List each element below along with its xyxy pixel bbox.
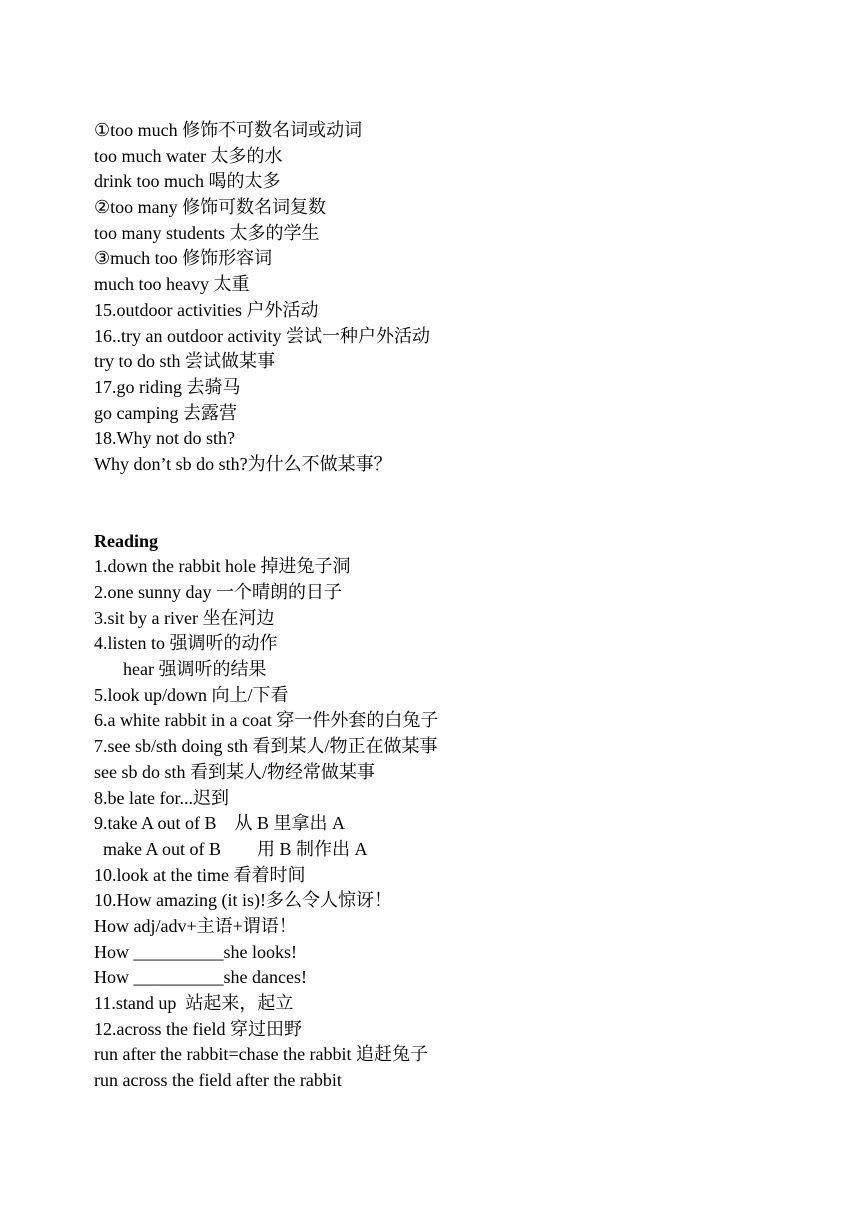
note-line: 10.How amazing (it is)!多么令人惊讶！	[94, 890, 392, 911]
note-line: too many students 太多的学生	[94, 222, 320, 243]
note-line: How __________she dances!	[94, 967, 307, 988]
vocab-section	[94, 118, 794, 478]
document-page	[94, 118, 794, 1094]
note-line: 2.one sunny day 一个晴朗的日子	[94, 582, 342, 602]
note-line: 7.see sb/sth doing sth 看到某人/物正在做某事	[94, 736, 438, 757]
note-line: 15.outdoor activities 户外活动	[94, 299, 319, 320]
note-line: How adj/adv+主语+谓语！	[94, 915, 297, 936]
note-line: ③much too 修饰形容词	[94, 248, 273, 269]
reading-section	[94, 529, 794, 1094]
note-line: ①too much 修饰不可数名词或动词	[94, 120, 363, 140]
note-line: 17.go riding 去骑马	[94, 376, 241, 397]
note-line: go camping 去露营	[94, 402, 237, 423]
note-line: run after the rabbit=chase the rabbit 追赶兔子	[94, 1044, 429, 1065]
note-line: How __________she looks!	[94, 941, 297, 962]
note-line: too much water 太多的水	[94, 145, 283, 166]
note-line: hear 强调听的结果	[123, 659, 267, 680]
note-line: drink too much 喝的太多	[94, 171, 281, 192]
note-line: 12.across the field 穿过田野	[94, 1018, 302, 1039]
note-line: see sb do sth 看到某人/物经常做某事	[94, 761, 375, 782]
note-line: 16..try an outdoor activity 尝试一种户外活动	[94, 325, 430, 346]
note-line: Why don’t sb do sth?为什么不做某事？	[94, 453, 392, 474]
note-line: 1.down the rabbit hole 掉进兔子洞	[94, 556, 351, 577]
note-line: 18.Why not do sth?	[94, 428, 235, 449]
note-line: make A out of B 用 B 制作出 A	[103, 838, 368, 859]
note-line: 3.sit by a river 坐在河边	[94, 607, 275, 628]
note-line: 4.listen to 强调听的动作	[94, 633, 278, 654]
note-line: 11.stand up 站起来，起立	[94, 993, 294, 1013]
note-line: 9.take A out of B 从 B 里拿出 A	[94, 813, 345, 834]
reading-heading: Reading	[94, 530, 159, 551]
note-line: 5.look up/down 向上/下看	[94, 684, 289, 705]
note-line: 10.look at the time 看着时间	[94, 864, 306, 885]
note-line: ②too many 修饰可数名词复数	[94, 197, 327, 218]
section-gap	[94, 478, 794, 529]
note-line: 6.a white rabbit in a coat 穿一件外套的白兔子	[94, 710, 439, 731]
note-line: run across the field after the rabbit	[94, 1070, 342, 1091]
note-line: much too heavy 太重	[94, 274, 250, 295]
note-line: 8.be late for...迟到	[94, 787, 229, 808]
note-line: try to do sth 尝试做某事	[94, 351, 276, 372]
